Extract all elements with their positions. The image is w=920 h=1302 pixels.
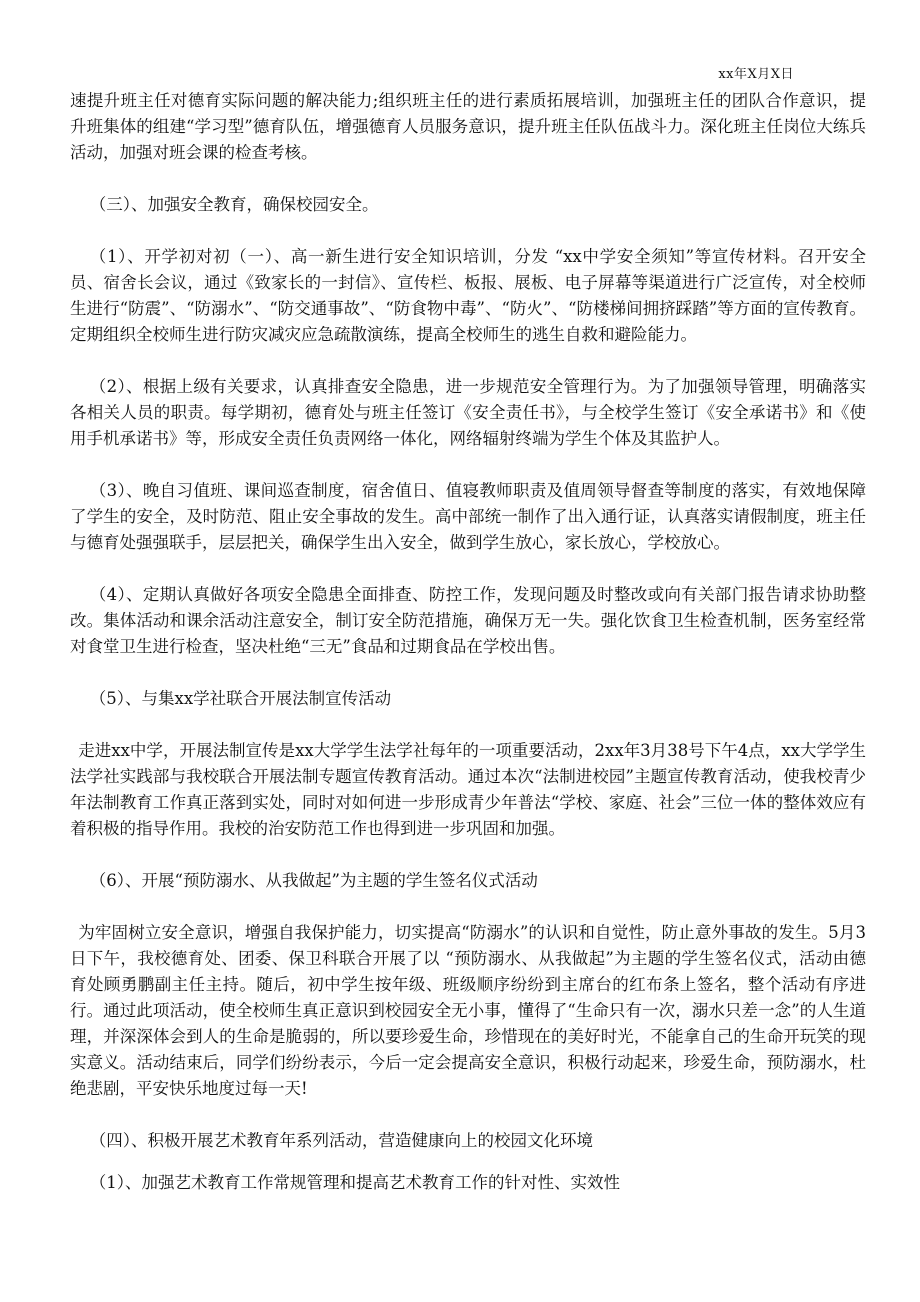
paragraph-continuation: 速提升班主任对德育实际问题的解决能力;组织班主任的进行素质拓展培训，加强班主任的团队合作意识，提升班集体的组建“学习型”德育队伍，增强德育人员服务意识，提升班主任队伍战斗力。深化班主任岗位大练兵活动，加强对班会课的检查考核。 <box>70 91 866 162</box>
document-body <box>70 88 866 1222</box>
header-date: xx年X月X日 <box>718 67 794 82</box>
paragraph-item-1: （1）、开学初对初（一）、高一新生进行安全知识培训，分发 “xx中学安全须知”等宣传材料。召开安全员、宿舍长会议，通过《致家长的一封信》、宣传栏、板报、展板、电子屏幕等渠道进行广泛宣传，对全校师生进行“防震”、“防溺水”、“防交通事故”、“防食物中毒”、“防火”、“防楼梯间拥挤踩踏”等方面的宣传教育。定期组织全校师生进行防灾减灾应急疏散演练，提高全校师生的逃生自救和避险能力。 <box>70 247 866 344</box>
section-heading-4: （四）、积极开展艺术教育年系列活动，营造健康向上的校园文化环境 <box>89 1131 594 1150</box>
paragraph-item-3: （3）、晚自习值班、课间巡查制度，宿舍值日、值寝教师职责及值周领导督查等制度的落实，有效地保障了学生的安全，及时防范、阻止安全事故的发生。高中部统一制作了出入通行证，认真落实请假制度，班主任与德育处强强联手，层层把关，确保学生出入安全，做到学生放心，家长放心，学校放心。 <box>70 481 866 552</box>
paragraph-item-6-title: （6）、开展“预防溺水、从我做起”为主题的学生签名仪式活动 <box>89 871 538 890</box>
paragraph-section-4-item-1: （1）、加强艺术教育工作常规管理和提高艺术教育工作的针对性、实效性 <box>89 1173 621 1192</box>
paragraph-item-5-title: （5）、与集xx学社联合开展法制宣传活动 <box>89 689 392 708</box>
paragraph-item-5-body: 走进xx中学，开展法制宣传是xx大学学生法学社每年的一项重要活动，2xx年3月38号下午4点，xx大学学生法学社实践部与我校联合开展法制专题宣传教育活动。通过本次“法制进校园”主题宣传教育活动，使我校青少年法制教育工作真正落到实处，同时对如何进一步形成青少年普法“学校、家庭、社会”三位一体的整体效应有着积极的指导作用。我校的治安防范工作也得到进一步巩固和加强。 <box>70 741 866 838</box>
paragraph-item-6-body: 为牢固树立安全意识，增强自我保护能力，切实提高“防溺水”的认识和自觉性，防止意外事故的发生。5月3日下午，我校德育处、团委、保卫科联合开展了以 “预防溺水、从我做起”为主题的学生签名仪式，活动由德育处顾勇鹏副主任主持。随后，初中学生按年级、班级顺序纷纷到主席台的红布条上签名，整个活动有序进行。通过此项活动，使全校师生真正意识到校园安全无小事，懂得了“生命只有一次，溺水只差一念”的人生道理，并深深体会到人的生命是脆弱的，所以要珍爱生命，珍惜现在的美好时光，不能拿自己的生命开玩笑的现实意义。活动结束后，同学们纷纷表示，今后一定会提高安全意识，积极行动起来，珍爱生命，预防溺水，杜绝悲剧，平安快乐地度过每一天! <box>70 923 866 1098</box>
paragraph-item-2: （2）、根据上级有关要求，认真排查安全隐患，进一步规范安全管理行为。为了加强领导管理，明确落实各相关人员的职责。每学期初，德育处与班主任签订《安全责任书》，与全校学生签订《安全承诺书》和《使用手机承诺书》等，形成安全责任负责网络一体化，网络辐射终端为学生个体及其监护人。 <box>70 377 866 448</box>
paragraph-item-4: （4）、定期认真做好各项安全隐患全面排查、防控工作，发现问题及时整改或向有关部门报告请求协助整改。集体活动和课余活动注意安全，制订安全防范措施，确保万无一失。强化饮食卫生检查机制，医务室经常对食堂卫生进行检查，坚决杜绝“三无”食品和过期食品在学校出售。 <box>70 585 866 656</box>
section-heading-3: （三）、加强安全教育，确保校园安全。 <box>89 195 379 214</box>
